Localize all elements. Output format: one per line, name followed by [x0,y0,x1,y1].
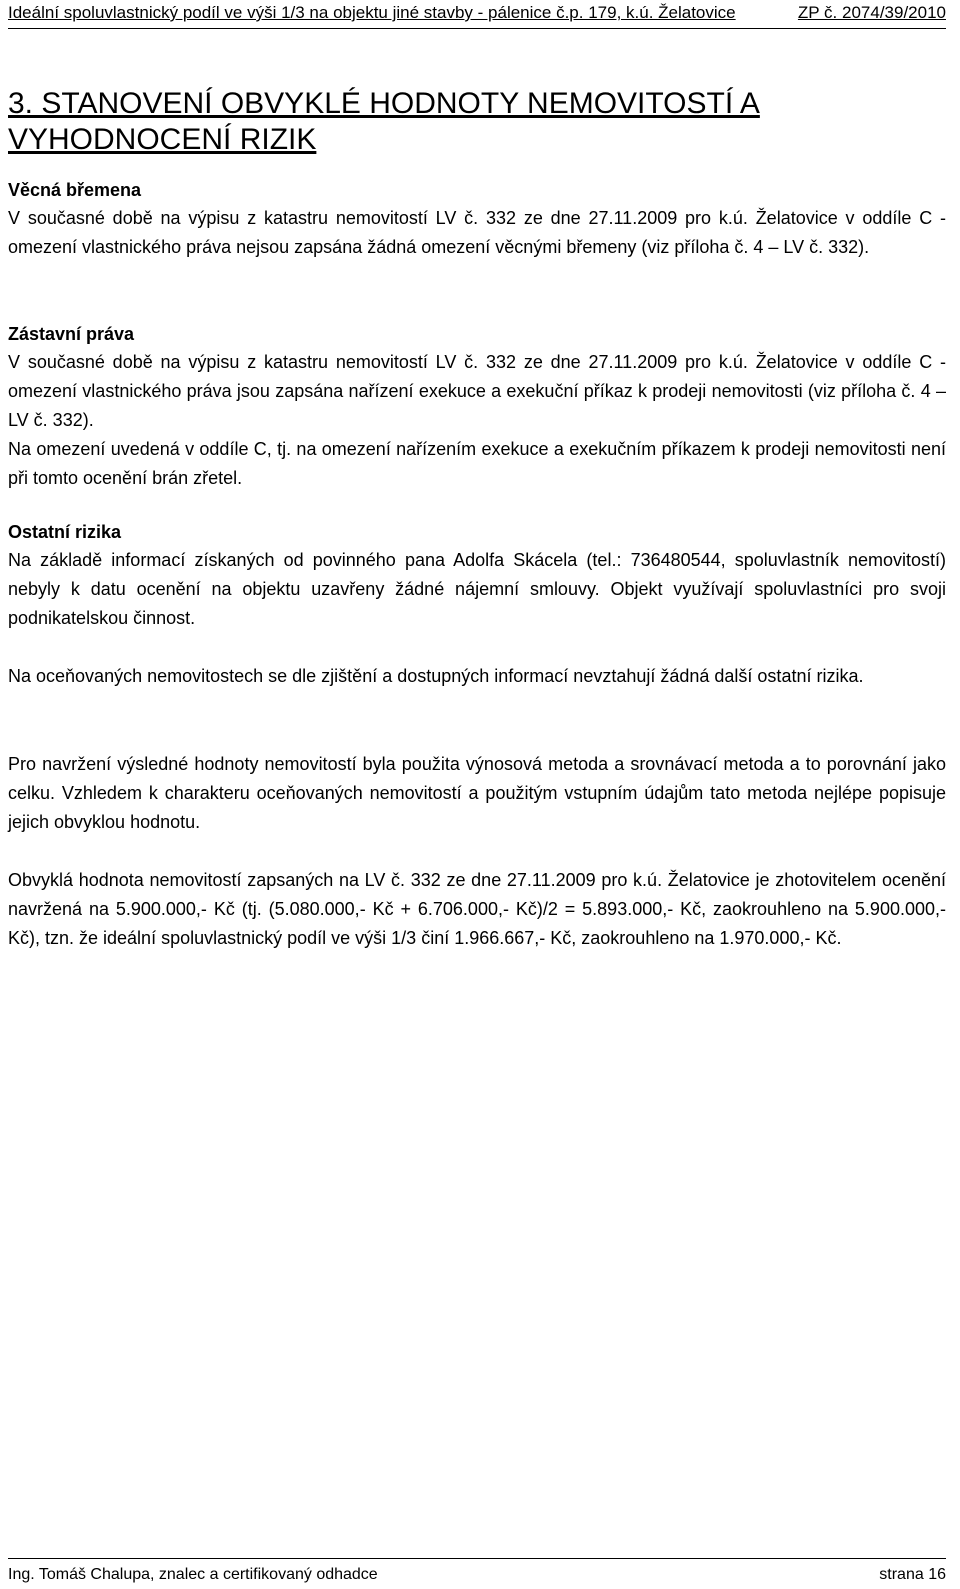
paragraph-text: Na oceňovaných nemovitostech se dle zjištění a dostupných informací nevztahují žádná další ostatní rizika. [8,666,864,686]
page-footer [8,1558,946,1585]
section-zastavni-prava [8,320,946,493]
footer-author: Ing. Tomáš Chalupa, znalec a certifikovaný odhadce [8,1566,378,1583]
chapter-title: 3. STANOVENÍ OBVYKLÉ HODNOTY NEMOVITOSTÍ A VYHODNOCENÍ RIZIK [8,87,760,156]
footer-page-number: strana 16 [879,1566,946,1583]
paragraph-method [8,750,946,837]
page-header [8,2,946,29]
section-text: V současné době na výpisu z katastru nemovitostí LV č. 332 ze dne 27.11.2009 pro k.ú. Želatovice v oddíle C - omezení vlastnického práva nejsou zapsána žádná omezení věcnými břemeny (viz příloha č. 4 – LV č. 332). [8,208,946,257]
section-vecna-bremena [8,176,946,262]
paragraph-value [8,866,946,953]
paragraph-other-risks [8,662,946,691]
header-document-title: Ideální spoluvlastnický podíl ve výši 1/3 na objektu jiné stavby - pálenice č.p. 179, k.ú. Želatovice [8,3,736,22]
section-text: V současné době na výpisu z katastru nemovitostí LV č. 332 ze dne 27.11.2009 pro k.ú. Želatovice v oddíle C - omezení vlastnického práva jsou zapsána nařízení exekuce a exekuční příkaz k prodeji nemovitosti (viz příloha č. 4 – LV č. 332). [8,352,946,430]
section-text: Na omezení uvedená v oddíle C, tj. na omezení nařízením exekuce a exekučním příkazem k prodeji nemovitosti není při tomto ocenění brán zřetel. [8,439,946,488]
section-heading: Ostatní rizika [8,522,122,542]
section-heading: Zástavní práva [8,324,135,344]
section-ostatni-rizika [8,518,946,633]
paragraph-text: Obvyklá hodnota nemovitostí zapsaných na LV č. 332 ze dne 27.11.2009 pro k.ú. Želatovice je zhotovitelem ocenění navržená na 5.900.000,- Kč (tj. (5.080.000,- Kč + 6.706.000,- Kč)/2 = 5.893.000,- Kč, zaokrouhleno na 5.900.000,- Kč), tzn. že ideální spoluvlastnický podíl ve výši 1/3 činí 1.966.667,- Kč, zaokrouhleno na 1.970.000,- Kč. [8,870,946,948]
section-text: Na základě informací získaných od povinného pana Adolfa Skácela (tel.: 736480544, spoluvlastník nemovitostí) nebyly k datu ocenění na objektu uzavřeny žádné nájemní smlouvy. Objekt využívají spoluvlastníci pro svoji podnikatelskou činnost. [8,550,946,628]
header-report-number: ZP č. 2074/39/2010 [797,3,946,22]
section-heading: Věcná břemena [8,180,142,200]
paragraph-text: Pro navržení výsledné hodnoty nemovitostí byla použita výnosová metoda a srovnávací metoda a to porovnání jako celku. Vzhledem k charakteru oceňovaných nemovitostí a použitým vstupním údajům tato metoda nejlépe popisuje jejich obvyklou hodnotu. [8,754,946,832]
